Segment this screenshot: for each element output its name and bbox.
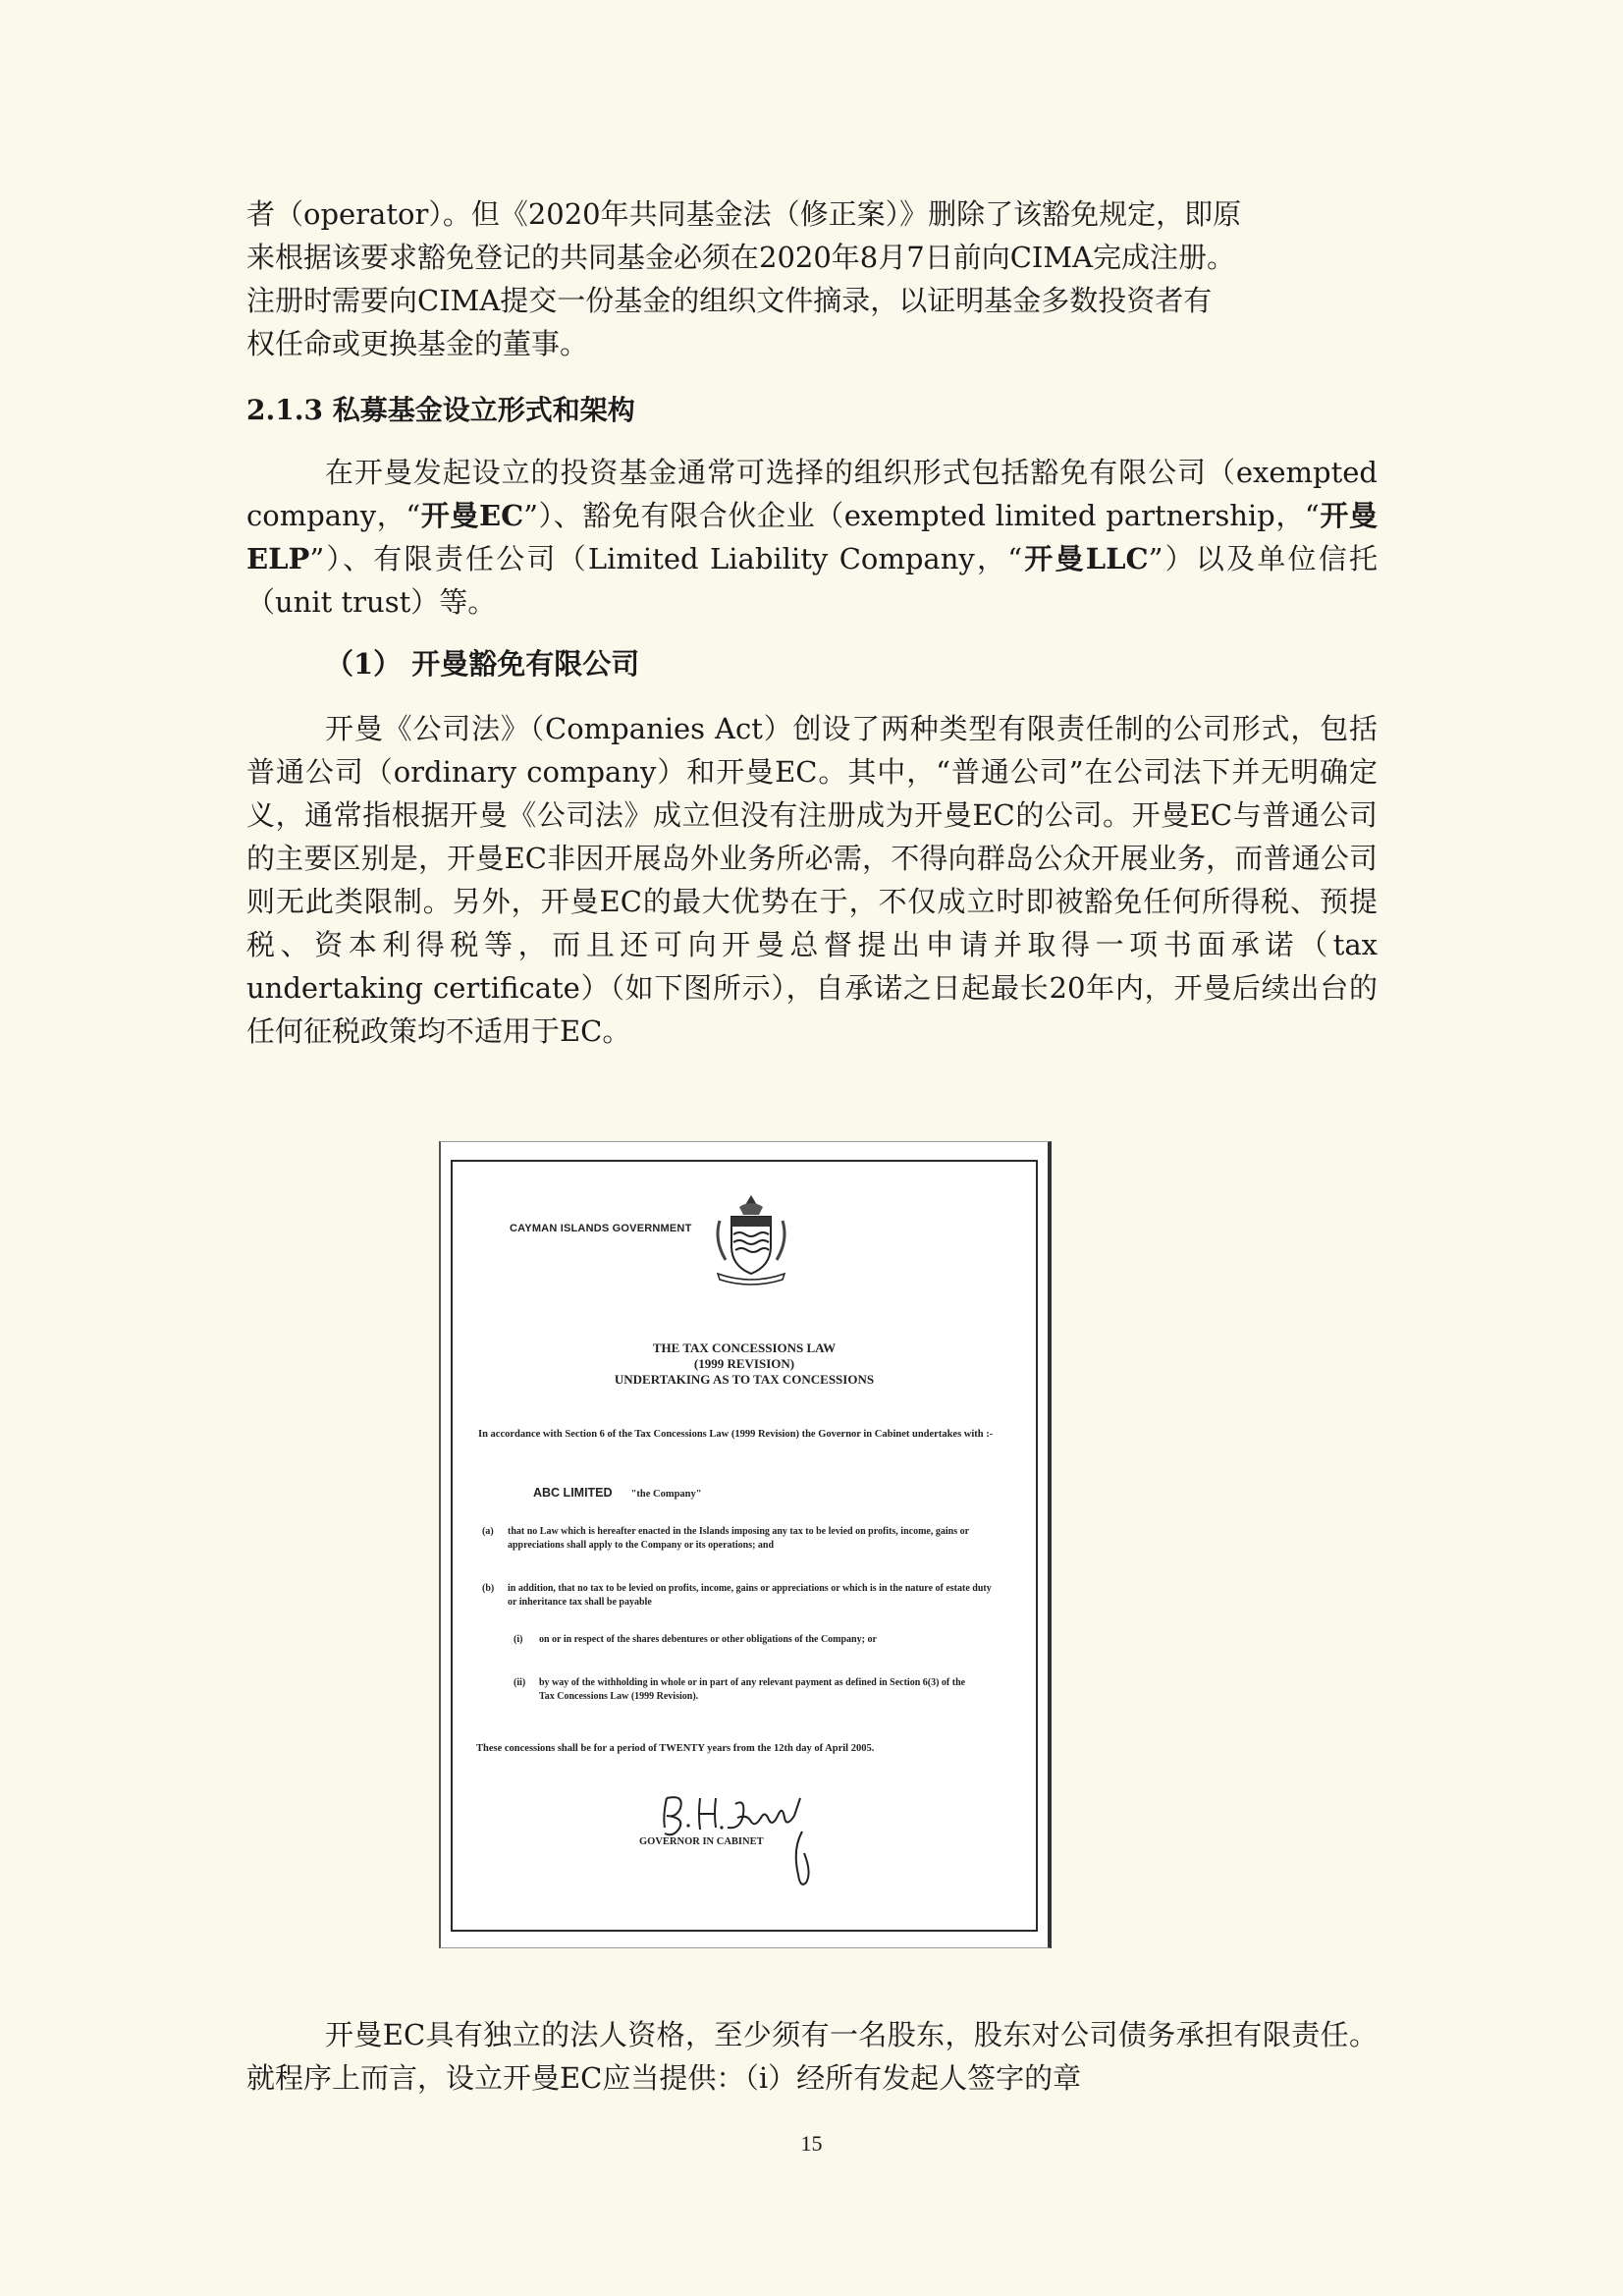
company-line [533, 1486, 702, 1501]
certificate-closing: These concessions shall be for a period of TWENTY years from the 12th day of April 2005. [476, 1743, 875, 1754]
paragraph-line: 权任命或更换基金的董事。 [246, 327, 589, 360]
paragraph-organization-forms [246, 451, 1378, 624]
clause-label: (b) [482, 1583, 495, 1594]
clause-label: (a) [482, 1526, 494, 1537]
certificate-title: THE TAX CONCESSIONS LAW [652, 1340, 837, 1355]
certificate-subtitle: UNDERTAKING AS TO TAX CONCESSIONS [614, 1372, 875, 1387]
section-heading-block [246, 389, 1378, 432]
paragraph-fund-registration [246, 192, 1378, 365]
page-number: 15 [800, 2131, 823, 2156]
paragraph-ec-legal-status [246, 2013, 1378, 2100]
bold-term: 开曼EC [420, 499, 524, 532]
section-heading: 2.1.3 私募基金设立形式和架构 [246, 394, 635, 426]
clause-i [514, 1633, 977, 1647]
company-tag: "the Company" [630, 1489, 702, 1500]
subheading: （1） 开曼豁免有限公司 [325, 647, 640, 681]
paragraph-text: 开曼《公司法》（Companies Act）创设了两种类型有限责任制的公司形式，包括普通公司（ordinary company）和开曼EC。其中，“普通公司”在公司法下并无明确定义，通常指根据开曼《公司法》成立但没有注册成为开曼EC的公司。开曼EC与普通公司的主要区别是，开曼EC非因开展岛外业务所必需，不得向群岛公众开展业务，而普通公司则无此类限制。另外，开曼EC的最大优势在于，不仅成立时即被豁免任何所得税、预提税、资本利得税等，而且还可向开曼总督提出申请并取得一项书面承诺（tax undertaking certificate）（如下图所示），自承诺之日起最长20年内，开曼后续出台的任何征税政策均不适用于EC。 [246, 712, 1378, 1048]
clause-label: (i) [514, 1634, 523, 1645]
paragraph-line: 者（operator）。但《2020年共同基金法（修正案）》删除了该豁免规定，即原 [246, 197, 1242, 231]
governor-signature-caption: GOVERNOR IN CABINET [639, 1836, 764, 1847]
clause-label: (ii) [514, 1677, 526, 1688]
bold-term: 开曼ELP [246, 499, 1378, 575]
text-run: ”）以及单位信托（unit trust）等。 [246, 542, 1378, 619]
clause-text: by way of the withholding in whole or in part of any relevant payment as defined in Section 6(3) of the Tax Concessions Law (1999 Revision). [539, 1677, 966, 1702]
text-run: ”）、有限责任公司（Limited Liability Company，“ [309, 542, 1023, 575]
text-run: ”）、豁免有限合伙企业（exempted limited partnership，“ [523, 499, 1320, 532]
certificate-intro: In accordance with Section 6 of the Tax Concessions Law (1999 Revision) the Governor in Cabinet undertakes with :- [478, 1429, 994, 1440]
clause-b [482, 1582, 999, 1610]
clause-text: that no Law which is hereafter enacted in the Islands imposing any tax to be levied on profits, income, gains or appreciations shall apply to the Company or its operations; and [508, 1526, 969, 1551]
clause-ii [514, 1676, 981, 1704]
bold-term: 开曼LLC [1022, 542, 1149, 575]
paragraph-text: 开曼EC具有独立的法人资格，至少须有一名股东，股东对公司债务承担有限责任。就程序上而言，设立开曼EC应当提供：（i）经所有发起人签字的章 [246, 2018, 1378, 2095]
clause-a [482, 1525, 987, 1553]
certificate-content [453, 1162, 1036, 1930]
paragraph-text [246, 451, 1378, 624]
subheading-block [325, 642, 1456, 685]
clause-text: on or in respect of the shares debentures or other obligations of the Company; or [539, 1634, 877, 1645]
text-run: 在开曼发起设立的投资基金通常可选择的组织形式包括豁免有限公司（exempted company，“ [246, 456, 1378, 532]
tax-undertaking-certificate-image [439, 1141, 1052, 1948]
paragraph-line: 注册时需要向CIMA提交一份基金的组织文件摘录，以证明基金多数投资者有 [246, 284, 1213, 317]
paragraph-line: 来根据该要求豁免登记的共同基金必须在2020年8月7日前向CIMA完成注册。 [246, 241, 1235, 274]
certificate-revision: (1999 REVISION) [693, 1356, 795, 1371]
clause-text: in addition, that no tax to be levied on profits, income, gains or appreciations or which is in the nature of estate duty or inheritance tax shall be payable [508, 1583, 992, 1608]
paragraph-exempted-company [246, 707, 1378, 1053]
company-name: ABC LIMITED [533, 1486, 613, 1500]
certificate-border [451, 1160, 1038, 1932]
government-header: CAYMAN ISLANDS GOVERNMENT [510, 1223, 692, 1234]
coat-of-arms-icon [702, 1191, 800, 1285]
